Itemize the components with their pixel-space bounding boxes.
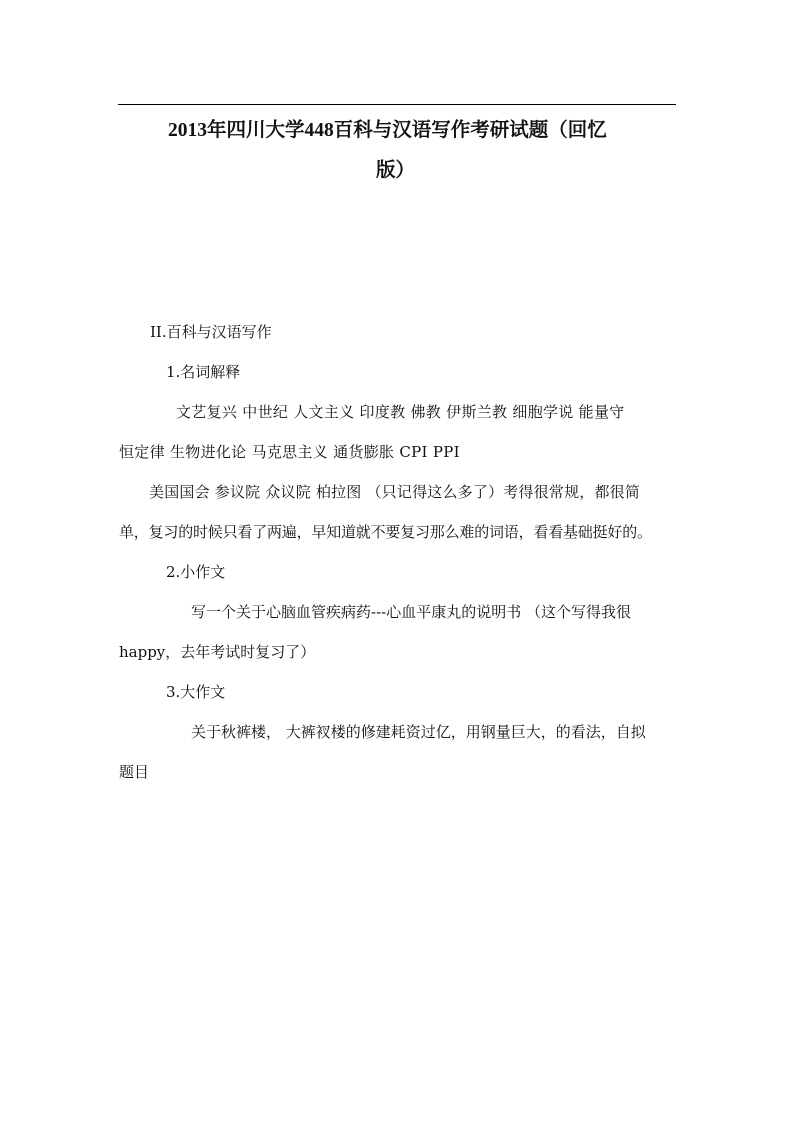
question-2-line2: happy，去年考试时复习了） xyxy=(119,643,316,661)
question-3-heading: 3.大作文 xyxy=(166,683,226,701)
question-1-heading: 1.名词解释 xyxy=(166,363,241,381)
header-rule xyxy=(118,104,676,105)
document-title-line1: 2013年四川大学448百科与汉语写作考研试题（回忆 xyxy=(168,120,607,141)
question-3-line2: 题目 xyxy=(119,763,150,781)
question-3-line1: 关于秋裤楼， 大裤衩楼的修建耗资过亿，用钢量巨大，的看法，自拟 xyxy=(191,723,646,741)
question-1-note-line1: 美国国会 参议院 众议院 柏拉图 （只记得这么多了）考得很常规，都很简 xyxy=(149,483,641,501)
section-heading: II.百科与汉语写作 xyxy=(150,323,272,341)
document-title-line2: 版） xyxy=(376,160,416,181)
question-2-line1: 写一个关于心脑血管疾病药---心血平康丸的说明书 （这个写得我很 xyxy=(191,603,631,621)
question-1-terms-line2: 恒定律 生物进化论 马克思主义 通货膨胀 CPI PPI xyxy=(119,443,460,461)
question-1-note-line2: 单，复习的时候只看了两遍，早知道就不要复习那么难的词语，看看基础挺好的。 xyxy=(119,523,652,541)
question-2-heading: 2.小作文 xyxy=(166,563,226,581)
question-1-terms-line1: 文艺复兴 中世纪 人文主义 印度教 佛教 伊斯兰教 细胞学说 能量守 xyxy=(176,403,625,421)
